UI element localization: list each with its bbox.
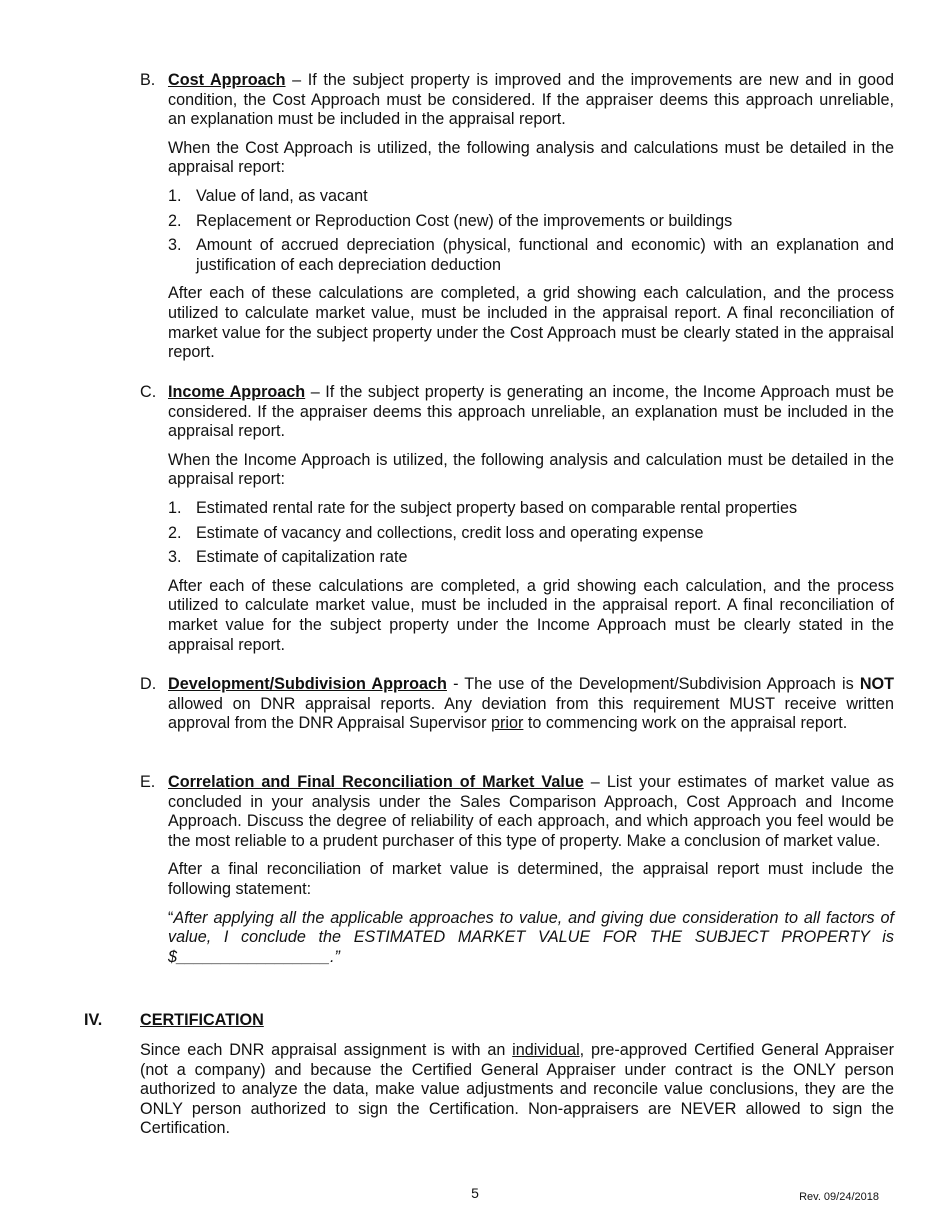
- section-cost-approach: [140, 71, 894, 372]
- quote-text: After applying all the applicable approaches to value, and giving due consideration to all factors of value, I conclude the ESTIMATED MARKET VALUE FOR THE SUBJECT PROPERTY is $_________________.”: [168, 908, 894, 966]
- list-item: [168, 548, 894, 568]
- revision-date: Rev. 09/24/2018: [799, 1191, 879, 1203]
- section-income-approach: [140, 383, 894, 664]
- section-closing: After each of these calculations are completed, a grid showing each calculation, and the process utilized to calculate market value, must be included in the appraisal report. A final reconciliation of market value for the subject property under the Cost Approach must be clearly stated in the appraisal report.: [168, 284, 894, 362]
- emphasis-individual: individual: [512, 1041, 580, 1059]
- certification-paragraph: [140, 1041, 894, 1139]
- section-title: Development/Subdivision Approach: [168, 675, 447, 693]
- list-item: [168, 524, 894, 544]
- section-text: - The use of the Development/Subdivision Approach is: [446, 675, 860, 693]
- section-lead: After a final reconciliation of market value is determined, the appraisal report must include the following statement:: [168, 860, 894, 898]
- list-item: [168, 499, 894, 519]
- section-reconciliation: [140, 773, 894, 976]
- section-intro-text: – If the subject property is improved and the improvements are new and in good condition, the Cost Approach must be considered. If the appraiser deems this approach unreliable, an explanation must be included in the appraisal report.: [168, 71, 894, 129]
- requirement-list: [168, 499, 894, 568]
- list-text: Estimate of capitalization rate: [196, 548, 408, 567]
- section-roman-numeral: IV.: [84, 1011, 103, 1029]
- section-text: Since each DNR appraisal assignment is with an: [140, 1041, 513, 1059]
- section-letter: E.: [140, 773, 156, 791]
- section-intro-text: – If the subject property is generating an income, the Income Approach must be considered. If the appraiser deems this approach unreliable, an explanation must be included in the appraisal report.: [168, 383, 894, 441]
- list-text: Replacement or Reproduction Cost (new) of the improvements or buildings: [196, 211, 733, 230]
- section-lead: When the Cost Approach is utilized, the following analysis and calculations must be detailed in the appraisal report:: [168, 138, 894, 177]
- section-title: Income Approach: [168, 383, 306, 401]
- section-text: , pre-approved Certified General Appraiser (not a company) and because the Certified General Appraiser under contract is the ONLY person authorized to analyze the data, make value adjustments and reconcile value conclusions, they are the ONLY person authorized to sign the Certification. Non-appraisers are NEVER allowed to sign the Certification.: [140, 1041, 894, 1138]
- section-title: Correlation and Final Reconciliation of Market Value: [168, 773, 584, 791]
- emphasis-not: NOT: [859, 675, 895, 693]
- section-development-approach: [140, 675, 894, 743]
- section-intro: [168, 71, 894, 130]
- section-intro-text: – List your estimates of market value as concluded in your analysis under the Sales Comparison Approach, Cost Approach and Income Approach. Discuss the degree of reliability of each approach, and which approach you feel would be the most reliable to a prudent purchaser of this type of property. Make a conclusion of market value.: [168, 773, 894, 850]
- requirement-list: [168, 187, 894, 275]
- list-item: [168, 187, 894, 207]
- section-title: Cost Approach: [168, 71, 286, 89]
- list-text: Estimate of vacancy and collections, credit loss and operating expense: [196, 523, 704, 542]
- list-text: Value of land, as vacant: [196, 186, 368, 205]
- list-text: Estimated rental rate for the subject property based on comparable rental properties: [196, 498, 798, 517]
- quote-open: “: [168, 908, 174, 927]
- section-text: to commencing work on the appraisal report.: [523, 714, 848, 733]
- list-number: 2.: [168, 523, 182, 542]
- section-intro: [168, 675, 894, 734]
- list-number: 2.: [168, 211, 182, 230]
- list-item: [168, 236, 894, 275]
- list-item: [168, 212, 894, 232]
- list-number: 3.: [168, 236, 182, 255]
- emphasis-prior: prior: [491, 714, 524, 733]
- list-number: 1.: [168, 498, 182, 517]
- section-title: CERTIFICATION: [140, 1011, 264, 1029]
- section-intro: [168, 383, 894, 442]
- required-statement: [168, 909, 894, 968]
- list-text: Amount of accrued depreciation (physical, functional and economic) with an explanation and justification of each depreciation deduction: [196, 236, 894, 274]
- section-closing: After each of these calculations are completed, a grid showing each calculation, and the process utilized to calculate market value, must be included in the appraisal report. A final reconciliation of market value for the subject property under the Income Approach must be clearly stated in the appraisal report.: [168, 576, 894, 654]
- list-number: 1.: [168, 186, 182, 205]
- section-letter: C.: [140, 383, 157, 401]
- section-lead: When the Income Approach is utilized, the following analysis and calculation must be detailed in the appraisal report:: [168, 450, 894, 489]
- list-number: 3.: [168, 548, 182, 567]
- page-number: 5: [471, 1185, 479, 1201]
- section-letter: D.: [140, 675, 157, 693]
- section-letter: B.: [140, 71, 156, 89]
- section-text: allowed on DNR appraisal reports. Any deviation from this requirement MUST receive written approval from the DNR Appraisal Supervisor: [168, 694, 894, 733]
- section-intro: [168, 773, 894, 851]
